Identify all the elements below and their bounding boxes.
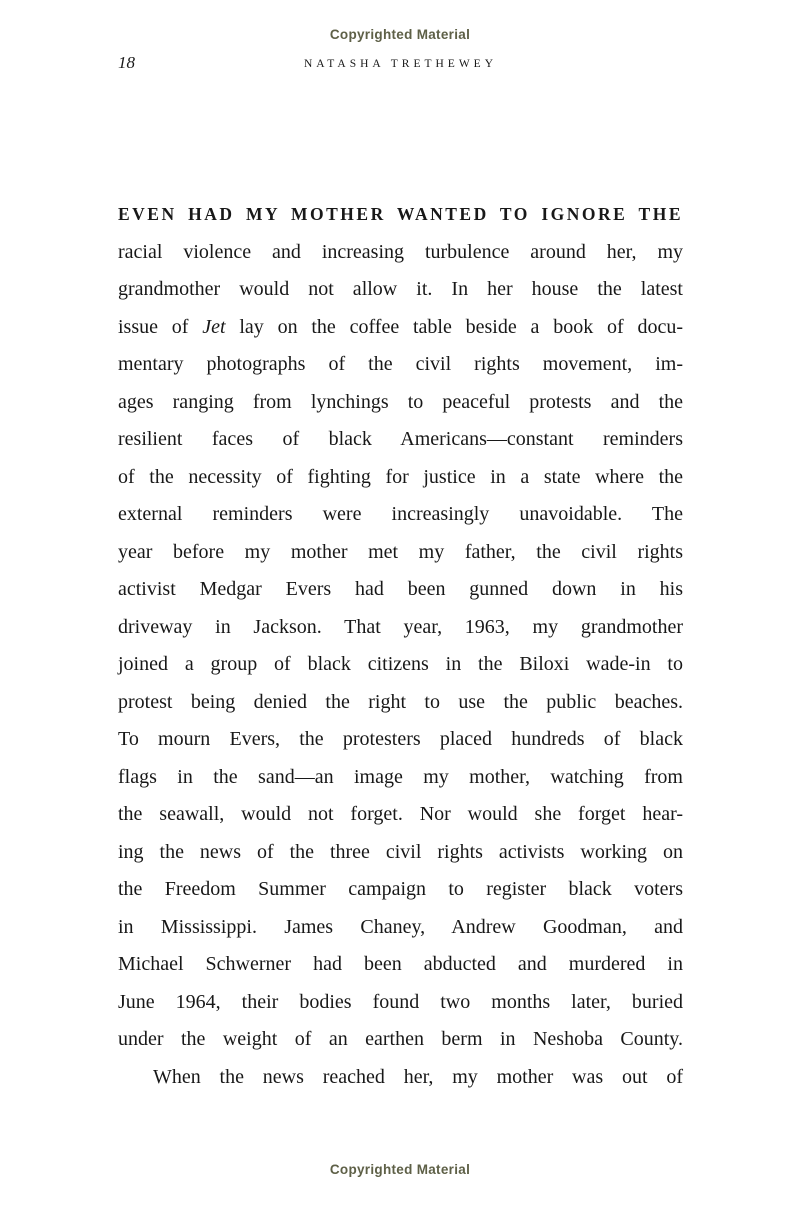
text-line	[118, 571, 683, 609]
text-segment: year before my mother met my father, the civil rights	[118, 540, 683, 563]
text-segment: Michael Schwerner had been abducted and murdered in	[118, 953, 683, 975]
text-line	[118, 984, 683, 1022]
text-segment: joined a group of black citizens in the Biloxi wade-in to	[118, 653, 683, 675]
text-segment: racial violence and increasing turbulence around her, my	[118, 240, 683, 263]
text-segment: the Freedom Summer campaign to register black voters	[118, 878, 683, 900]
text-line	[118, 196, 683, 234]
text-line	[118, 759, 683, 797]
text-segment: June 1964, their bodies found two months later, buried	[118, 990, 683, 1013]
text-line	[118, 271, 683, 309]
text-line	[118, 684, 683, 722]
text-line	[118, 721, 683, 759]
text-line	[118, 496, 683, 534]
text-segment: driveway in Jackson. That year, 1963, my grandmother	[118, 615, 683, 638]
text-segment: under the weight of an earthen berm in Neshoba County.	[118, 1028, 683, 1050]
text-segment: flags in the sand—an image my mother, watching from	[118, 765, 683, 788]
running-header: NATASHA TRETHEWEY	[303, 58, 498, 70]
text-line	[118, 309, 683, 347]
page-header	[118, 53, 683, 75]
page-number: 18	[118, 53, 135, 72]
text-line	[118, 534, 683, 572]
text-segment: resilient faces of black Americans—constant reminders	[118, 428, 683, 450]
text-line	[118, 384, 683, 422]
text-line	[118, 421, 683, 459]
text-line	[118, 946, 683, 984]
text-line	[118, 796, 683, 834]
text-segment: in Mississippi. James Chaney, Andrew Goodman, and	[118, 915, 683, 938]
text-line	[118, 646, 683, 684]
text-line	[118, 1021, 683, 1059]
text-segment: grandmother would not allow it. In her house the latest	[118, 278, 683, 300]
copyright-notice-bottom: Copyrighted Material	[329, 1162, 471, 1177]
text-segment: external reminders were increasingly unavoidable. The	[118, 503, 683, 525]
text-segment: When the news reached her, my mother was out of	[153, 1065, 683, 1088]
text-line	[118, 834, 683, 872]
text-segment: ages ranging from lynchings to peaceful protests and the	[118, 390, 683, 413]
text-segment: mentary photographs of the civil rights movement, im-	[118, 353, 683, 375]
text-segment: To mourn Evers, the protesters placed hundreds of black	[118, 728, 683, 750]
text-segment: issue of	[118, 315, 203, 338]
text-segment: lay on the coffee table beside a book of docu-	[225, 315, 683, 338]
text-segment: the seawall, would not forget. Nor would she forget hear-	[118, 803, 683, 825]
text-segment: protest being denied the right to use the public beaches.	[118, 690, 683, 713]
text-line	[118, 234, 683, 272]
text-segment: EVEN HAD MY MOTHER WANTED TO IGNORE THE	[118, 204, 683, 224]
body-text	[118, 196, 683, 1096]
text-segment: activist Medgar Evers had been gunned down in his	[118, 578, 683, 600]
text-segment: Jet	[202, 315, 226, 338]
text-line	[118, 459, 683, 497]
text-line	[118, 1059, 683, 1097]
text-segment: of the necessity of fighting for justice in a state where the	[118, 465, 683, 488]
copyright-notice-top: Copyrighted Material	[329, 27, 471, 42]
text-line	[118, 609, 683, 647]
text-line	[118, 871, 683, 909]
text-line	[118, 346, 683, 384]
text-segment: ing the news of the three civil rights activists working on	[118, 840, 683, 863]
text-line	[118, 909, 683, 947]
